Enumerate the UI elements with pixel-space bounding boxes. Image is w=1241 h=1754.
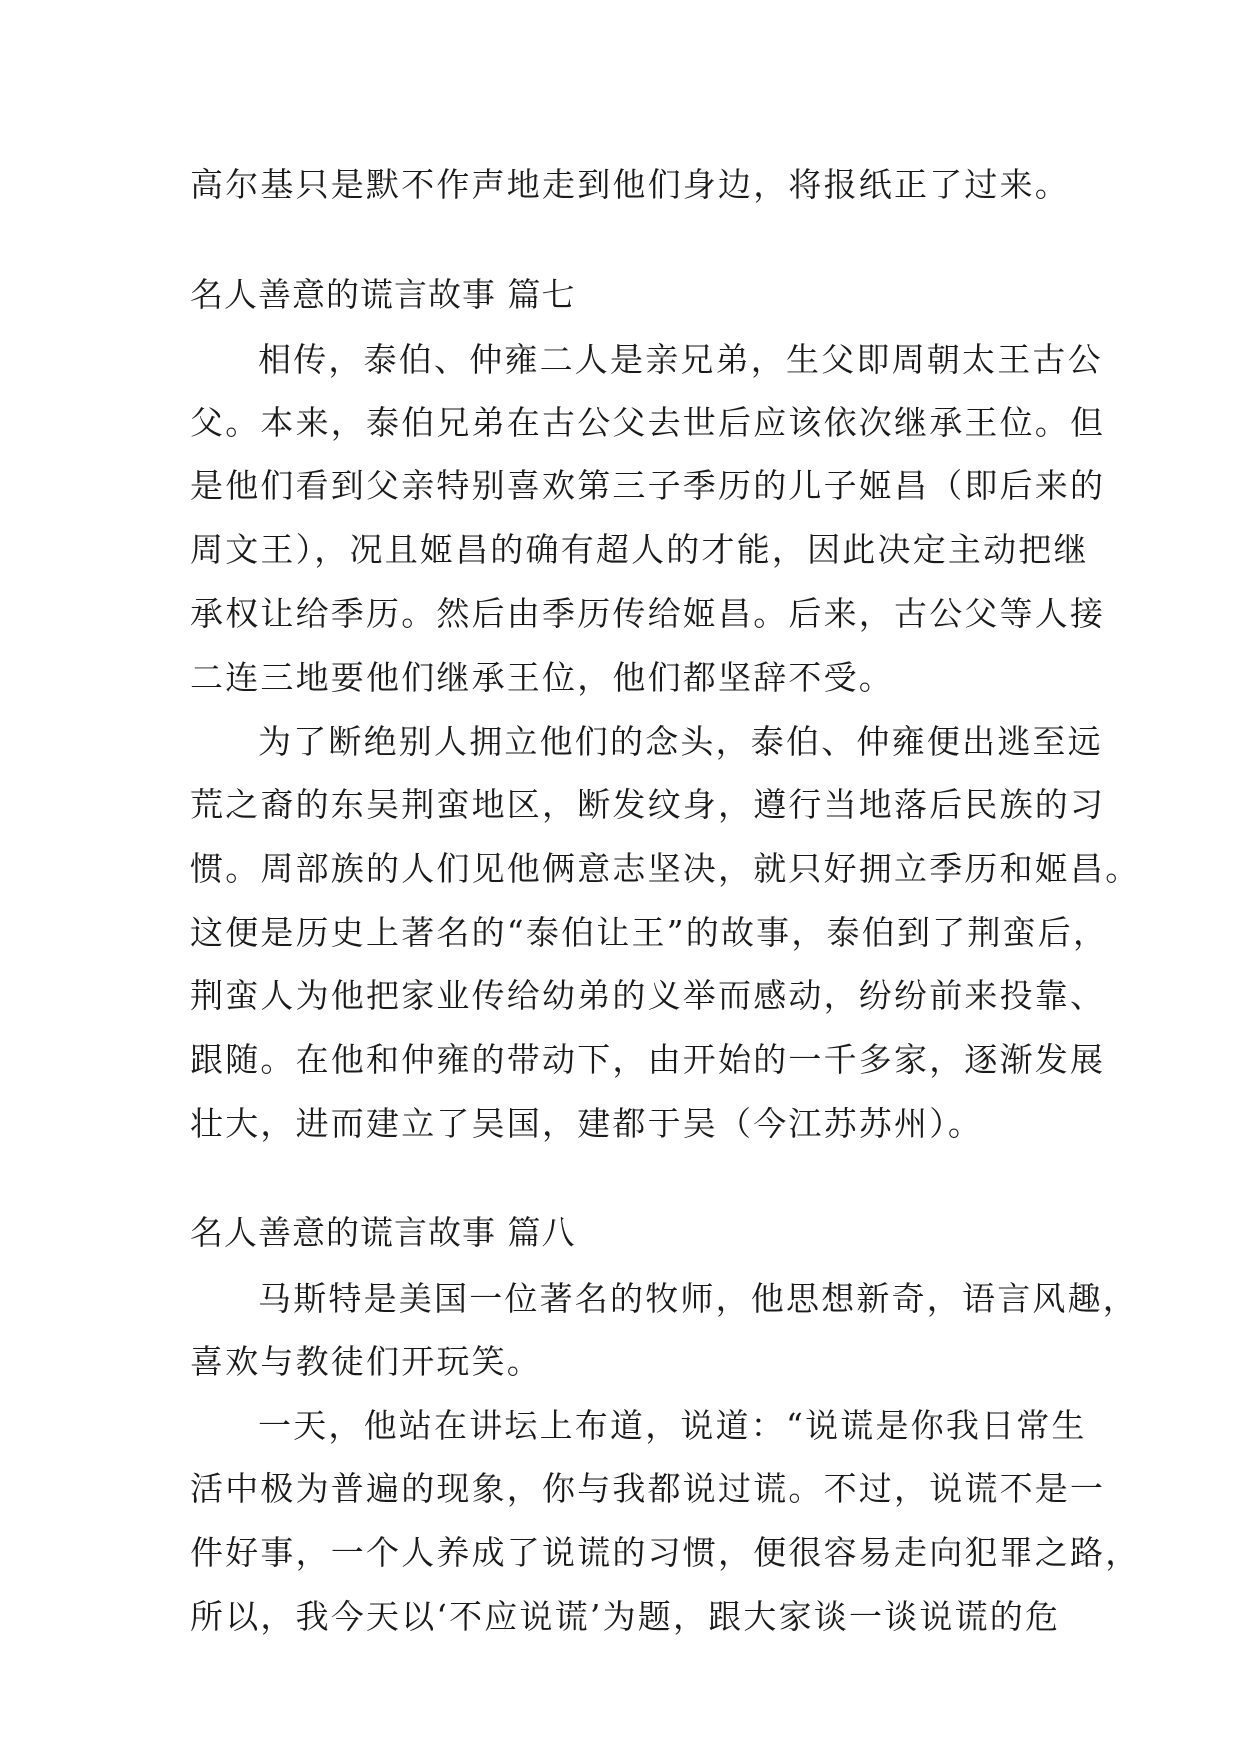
paragraph-line: 二连三地要他们继承王位，他们都坚辞不受。 [190,658,894,697]
paragraph-line: 这便是历史上著名的“泰伯让王”的故事，泰伯到了荆蛮后， [190,913,1109,952]
paragraph-line: 荆蛮人为他把家业传给幼弟的义举而感动，纷纷前来投靠、 [190,976,1106,1015]
paragraph-line: 父。本来，泰伯兄弟在古公父去世后应该依次继承王位。但 [190,403,1106,442]
paragraph-line: 高尔基只是默不作声地走到他们身边，将报纸正了过来。 [190,165,1070,204]
paragraph-line: 所以，我今天以‘不应说谎’为题，跟大家谈一谈说谎的危 [190,1597,1061,1636]
paragraph-line: 惯。周部族的人们见他俩意志坚决，就只好拥立季历和姬昌。 [190,849,1141,888]
section-heading: 名人善意的谎言故事 篇八 [190,1213,576,1252]
paragraph-line: 相传，泰伯、仲雍二人是亲兄弟，生父即周朝太王古公 [258,340,1103,379]
paragraph-line: 一天，他站在讲坛上布道，说道：“说谎是你我日常生 [258,1406,1087,1445]
paragraph-line: 荒之裔的东吴荆蛮地区，断发纹身，遵行当地落后民族的习 [190,785,1106,824]
section-heading: 名人善意的谎言故事 篇七 [190,275,576,314]
paragraph-line: 承权让给季历。然后由季历传给姬昌。后来，古公父等人接 [190,594,1106,633]
paragraph-line: 活中极为普遍的现象，你与我都说过谎。不过，说谎不是一 [190,1469,1106,1508]
paragraph-line: 件好事，一个人养成了说谎的习惯，便很容易走向犯罪之路， [190,1533,1141,1572]
paragraph-line: 为了断绝别人拥立他们的念头，泰伯、仲雍便出逃至远 [258,722,1103,761]
paragraph-line: 是他们看到父亲特别喜欢第三子季历的儿子姬昌（即后来的 [190,466,1106,505]
paragraph-line: 壮大，进而建立了吴国，建都于吴（今江苏苏州）。 [190,1104,984,1143]
paragraph-line: 喜欢与教徒们开玩笑。 [190,1342,542,1381]
paragraph-line: 马斯特是美国一位著名的牧师，他思想新奇，语言风趣， [258,1279,1138,1318]
paragraph-line: 周文王），况且姬昌的确有超人的才能，因此决定主动把继 [190,530,1089,569]
paragraph-line: 跟随。在他和仲雍的带动下，由开始的一千多家，逐渐发展 [190,1040,1106,1079]
